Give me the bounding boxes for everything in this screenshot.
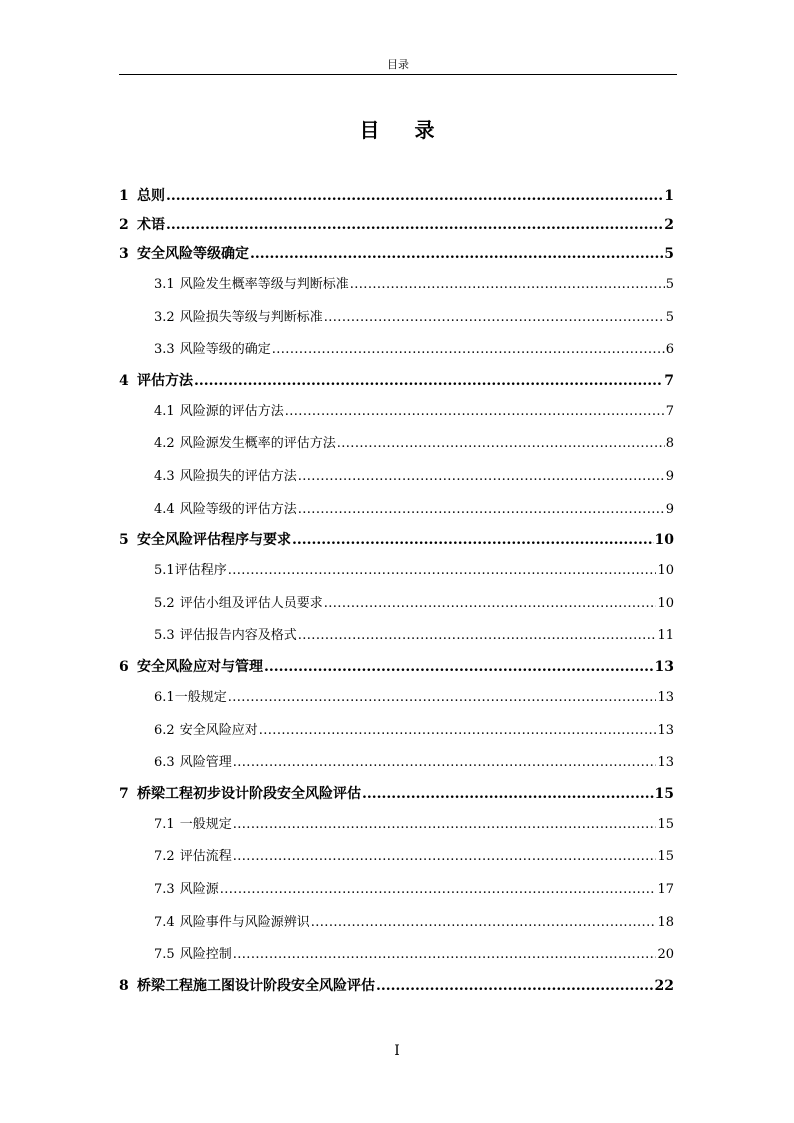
toc-entry-title: 风险管理 [179, 755, 232, 771]
toc-entry-number: 7.2 [154, 849, 175, 865]
toc-entry-page: 5 [665, 277, 674, 292]
toc-dot-leader [362, 780, 654, 809]
toc-entry-title: 评估小组及评估人员要求 [179, 595, 323, 611]
toc-entry-page: 1 [664, 188, 674, 204]
toc-entry-page: 17 [657, 881, 674, 897]
toc-entry-number: 5.2 [154, 595, 175, 611]
toc-entry-title: 安全风险应对 [179, 722, 258, 738]
toc-dot-leader [292, 526, 654, 555]
toc-section-entry[interactable] [119, 874, 677, 907]
toc-entry-number: 5 [119, 532, 129, 549]
toc-dot-leader [233, 939, 657, 972]
toc-entry-title: 桥梁工程施工图设计阶段安全风险评估 [137, 977, 375, 994]
toc-section-entry[interactable] [119, 841, 677, 874]
toc-entry-title: 风险事件与风险源辨识 [179, 914, 310, 930]
table-of-contents [119, 182, 677, 1001]
toc-dot-leader [337, 428, 665, 461]
toc-dot-leader [324, 588, 657, 621]
toc-dot-leader [220, 874, 657, 907]
toc-dot-leader [233, 747, 657, 780]
toc-entry-title: 评估方法 [137, 372, 193, 389]
page-number: I [394, 1043, 400, 1059]
toc-entry-number: 7.1 [154, 816, 175, 832]
toc-section-entry[interactable] [119, 907, 677, 940]
toc-entry-title: 一般规定 [179, 816, 232, 832]
toc-entry-number: 8 [119, 977, 129, 994]
toc-dot-leader [228, 555, 657, 588]
toc-entry-title: 安全风险应对与管理 [137, 658, 263, 675]
toc-entry-page: 13 [657, 689, 674, 705]
toc-chapter-entry[interactable] [119, 526, 677, 555]
toc-entry-number: 5.1 [154, 563, 175, 579]
toc-entry-title: 风险源发生概率的评估方法 [179, 436, 336, 452]
toc-dot-leader [259, 715, 657, 748]
toc-entry-number: 5.3 [154, 628, 175, 644]
toc-entry-page: 2 [664, 217, 674, 233]
toc-section-entry[interactable] [119, 269, 677, 302]
toc-dot-leader [272, 334, 665, 367]
toc-entry-title: 风险损失等级与判断标准 [179, 309, 323, 325]
toc-section-entry[interactable] [119, 620, 677, 653]
toc-section-entry[interactable] [119, 588, 677, 621]
toc-chapter-entry[interactable] [119, 972, 677, 1001]
toc-entry-title: 风险源的评估方法 [179, 403, 284, 419]
toc-entry-page: 6 [665, 342, 674, 358]
page-title: 目 录 [359, 118, 449, 142]
toc-chapter-entry[interactable] [119, 211, 677, 240]
toc-chapter-entry[interactable] [119, 240, 677, 269]
toc-entry-number: 7.3 [154, 881, 175, 897]
toc-entry-number: 7 [119, 785, 129, 802]
toc-entry-number: 3.1 [154, 277, 175, 292]
toc-dot-leader [228, 682, 657, 715]
toc-entry-number: 7.4 [154, 914, 175, 930]
toc-section-entry[interactable] [119, 396, 677, 429]
toc-dot-leader [376, 972, 654, 1001]
toc-entry-number: 6.1 [154, 689, 175, 705]
toc-dot-leader [298, 494, 665, 527]
toc-entry-page: 10 [657, 563, 674, 579]
toc-entry-page: 15 [657, 849, 674, 865]
toc-dot-leader [350, 269, 665, 302]
toc-chapter-entry[interactable] [119, 653, 677, 682]
toc-entry-title: 风险等级的评估方法 [179, 501, 297, 517]
toc-entry-title: 安全风险评估程序与要求 [137, 532, 291, 549]
toc-dot-leader [166, 182, 663, 211]
toc-section-entry[interactable] [119, 747, 677, 780]
toc-entry-page: 7 [665, 403, 674, 419]
toc-entry-number: 4.2 [154, 436, 175, 452]
toc-section-entry[interactable] [119, 715, 677, 748]
toc-dot-leader [324, 302, 665, 335]
toc-entry-number: 7.5 [154, 947, 175, 963]
toc-section-entry[interactable] [119, 939, 677, 972]
toc-entry-page: 10 [657, 595, 674, 611]
toc-entry-number: 4.1 [154, 403, 175, 419]
toc-entry-page: 9 [665, 501, 674, 517]
toc-entry-number: 6.2 [154, 722, 175, 738]
toc-entry-number: 4.4 [154, 501, 175, 517]
toc-entry-number: 3.3 [154, 342, 175, 358]
toc-entry-number: 2 [119, 217, 129, 233]
toc-entry-page: 11 [657, 628, 674, 644]
toc-entry-page: 20 [657, 947, 674, 963]
toc-entry-page: 10 [654, 532, 674, 549]
toc-dot-leader [298, 620, 657, 653]
toc-section-entry[interactable] [119, 334, 677, 367]
toc-entry-page: 13 [657, 722, 674, 738]
toc-entry-number: 4.3 [154, 468, 175, 484]
toc-entry-title: 风险损失的评估方法 [179, 468, 297, 484]
toc-entry-title: 评估流程 [179, 849, 232, 865]
toc-entry-page: 13 [654, 658, 674, 675]
toc-entry-page: 9 [665, 468, 674, 484]
toc-entry-title: 风险发生概率等级与判断标准 [179, 277, 349, 292]
running-header: 目录 [387, 58, 409, 71]
toc-entry-title: 一般规定 [174, 689, 227, 705]
toc-entry-page: 7 [664, 372, 674, 389]
toc-entry-page: 13 [657, 755, 674, 771]
toc-entry-title: 风险等级的确定 [179, 342, 271, 358]
toc-entry-number: 1 [119, 188, 129, 204]
toc-entry-number: 4 [119, 372, 129, 389]
toc-section-entry[interactable] [119, 555, 677, 588]
toc-entry-page: 5 [664, 246, 674, 262]
toc-entry-page: 15 [657, 816, 674, 832]
toc-entry-title: 桥梁工程初步设计阶段安全风险评估 [137, 785, 361, 802]
toc-dot-leader [298, 461, 665, 494]
toc-dot-leader [311, 907, 657, 940]
toc-chapter-entry[interactable] [119, 780, 677, 809]
toc-chapter-entry[interactable] [119, 367, 677, 396]
toc-entry-page: 15 [654, 785, 674, 802]
toc-entry-title: 安全风险等级确定 [137, 246, 249, 262]
toc-entry-title: 风险控制 [179, 947, 232, 963]
toc-dot-leader [233, 809, 657, 842]
toc-dot-leader [285, 396, 665, 429]
toc-section-entry[interactable] [119, 494, 677, 527]
toc-section-entry[interactable] [119, 682, 677, 715]
toc-dot-leader [166, 211, 663, 240]
toc-entry-title: 评估程序 [174, 563, 227, 579]
toc-entry-title: 风险源 [179, 881, 219, 897]
toc-entry-page: 22 [654, 977, 674, 994]
toc-section-entry[interactable] [119, 428, 677, 461]
toc-dot-leader [264, 653, 654, 682]
toc-section-entry[interactable] [119, 461, 677, 494]
toc-entry-number: 6.3 [154, 755, 175, 771]
toc-dot-leader [250, 240, 663, 269]
toc-entry-page: 8 [665, 436, 674, 452]
toc-entry-number: 6 [119, 658, 129, 675]
toc-dot-leader [233, 841, 657, 874]
toc-section-entry[interactable] [119, 809, 677, 842]
toc-section-entry[interactable] [119, 302, 677, 335]
toc-entry-number: 3.2 [154, 309, 175, 325]
toc-entry-page: 5 [665, 309, 674, 325]
toc-entry-number: 3 [119, 246, 129, 262]
toc-dot-leader [194, 367, 663, 396]
toc-entry-title: 评估报告内容及格式 [179, 628, 297, 644]
toc-entry-page: 18 [657, 914, 674, 930]
toc-entry-title: 总则 [137, 188, 165, 204]
toc-entry-title: 术语 [137, 217, 165, 233]
toc-chapter-entry[interactable] [119, 182, 677, 211]
header-divider [119, 74, 677, 75]
